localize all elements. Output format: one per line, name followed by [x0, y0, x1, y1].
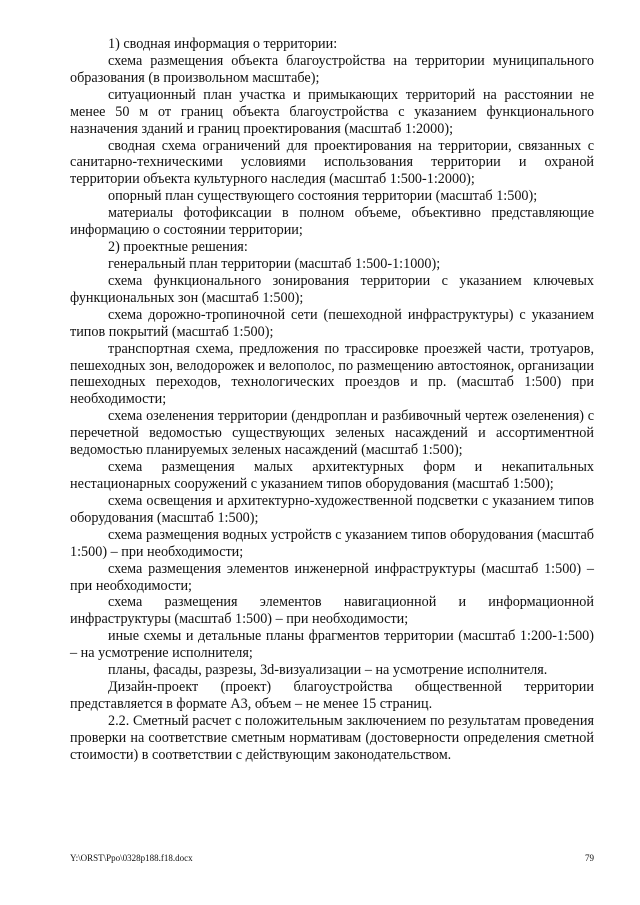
paragraph-design-project-format: Дизайн-проект (проект) благоустройства общественной территории представляется в формате А3, объем – не менее 15 страниц. — [70, 679, 594, 712]
paragraph-greening-scheme: схема озеленения территории (дендроплан и разбивочный чертеж озеленения) с перечетной ведомостью существующих зеленых насаждений и ассортиментной ведомостью планируемых зеленых насаждений (масштаб 1:500); — [70, 408, 594, 459]
paragraph-general-plan: генеральный план территории (масштаб 1:500-1:1000); — [108, 255, 441, 272]
paragraph-photo-materials: материалы фотофиксации в полном объеме, объективно представляющие информацию о состоянии территории; — [70, 205, 594, 239]
paragraph-project-solutions-heading: 2) проектные решения: — [108, 239, 248, 256]
paragraph-placement-scheme: схема размещения объекта благоустройства на территории муниципального образования (в произвольном масштабе); — [70, 52, 594, 86]
paragraph-reference-plan: опорный план существующего состояния территории (масштаб 1:500); — [108, 188, 538, 205]
paragraph-zoning-scheme: схема функционального зонирования территории с указанием ключевых функциональных зон (масштаб 1:500); — [70, 272, 594, 306]
footer-file-path: Y:\ORST\Ppo\0328p188.f18.docx — [70, 853, 193, 863]
page-footer — [70, 853, 594, 864]
paragraph-transport-scheme: транспортная схема, предложения по трассировке проезжей части, тротуаров, пешеходных зон, велодорожек и велополос, по размещению автостоянок, организации пешеходных переходов, технологических проездов и пр. (масштаб 1:500) при необходимости; — [70, 340, 594, 408]
paragraph-situational-plan: ситуационный план участка и примыкающих территорий на расстоянии не менее 50 м от границ объекта благоустройства с указанием функционального назначения зданий и границ проектирования (масштаб 1:2000); — [70, 86, 594, 137]
paragraph-water-devices-scheme: схема размещения водных устройств с указанием типов оборудования (масштаб 1:500) – при необходимости; — [70, 526, 594, 560]
paragraph-footpath-scheme: схема дорожно-тропиночной сети (пешеходной инфраструктуры) с указанием типов покрытий (масштаб 1:500); — [70, 306, 594, 340]
paragraph-engineering-scheme: схема размещения элементов инженерной инфраструктуры (масштаб 1:500) – при необходимости; — [70, 560, 594, 594]
paragraph-lighting-scheme: схема освещения и архитектурно-художественной подсветки с указанием типов оборудования (масштаб 1:500); — [70, 492, 594, 526]
document-body — [70, 36, 594, 764]
paragraph-plans-facades: планы, фасады, разрезы, 3d-визуализации – на усмотрение исполнителя. — [108, 662, 548, 679]
paragraph-territory-info-heading: 1) сводная информация о территории: — [108, 36, 338, 52]
paragraph-restrictions-scheme: сводная схема ограничений для проектирования на территории, связанных с санитарно-техническими условиями использования территории и охраной территории объекта культурного наследия (масштаб 1:500-1:2000); — [70, 137, 594, 188]
paragraph-navigation-scheme: схема размещения элементов навигационной и информационной инфраструктуры (масштаб 1:500) – при необходимости; — [70, 594, 594, 628]
paragraph-small-architecture-scheme: схема размещения малых архитектурных форм и некапитальных нестационарных сооружений с указанием типов оборудования (масштаб 1:500); — [70, 459, 594, 492]
paragraph-other-schemes: иные схемы и детальные планы фрагментов территории (масштаб 1:200-1:500) – на усмотрение исполнителя; — [70, 628, 594, 662]
paragraph-estimate-section: 2.2. Сметный расчет с положительным заключением по результатам проведения проверки на соответствие сметным нормативам (достоверности определения сметной стоимости) в соответствии с действующим законодательством. — [70, 712, 594, 763]
page-number: 79 — [585, 853, 594, 863]
